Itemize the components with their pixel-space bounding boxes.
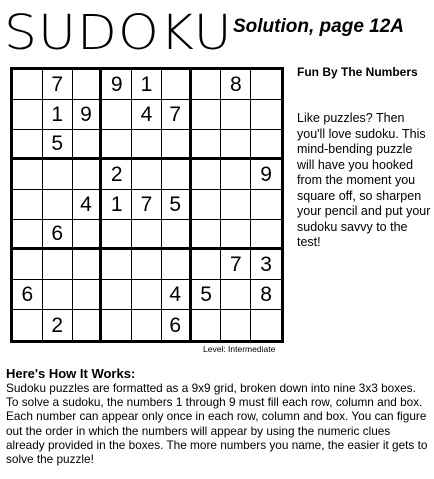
sudoku-cell-r3-c8 bbox=[221, 130, 251, 160]
sudoku-cell-r9-c5 bbox=[132, 310, 162, 340]
sudoku-cell-r8-c1: 6 bbox=[13, 280, 43, 310]
sudoku-cell-r9-c1 bbox=[13, 310, 43, 340]
sudoku-cell-r6-c9 bbox=[251, 220, 281, 250]
sudoku-cell-r1-c1 bbox=[13, 70, 43, 100]
sudoku-cell-r6-c8 bbox=[221, 220, 251, 250]
sudoku-cell-r6-c2: 6 bbox=[43, 220, 73, 250]
sudoku-cell-r7-c6 bbox=[162, 250, 192, 280]
sudoku-cell-r2-c7 bbox=[192, 100, 222, 130]
difficulty-level: Level: Intermediate bbox=[203, 344, 276, 354]
sudoku-cell-r6-c1 bbox=[13, 220, 43, 250]
solution-reference: Solution, page 12A bbox=[233, 16, 405, 37]
sudoku-cell-r7-c8: 7 bbox=[221, 250, 251, 280]
sudoku-cell-r8-c2 bbox=[43, 280, 73, 310]
sudoku-grid bbox=[10, 67, 284, 343]
sudoku-cell-r6-c5 bbox=[132, 220, 162, 250]
sudoku-cell-r4-c8 bbox=[221, 160, 251, 190]
sudoku-cell-r5-c6: 5 bbox=[162, 190, 192, 220]
sudoku-cell-r5-c5: 7 bbox=[132, 190, 162, 220]
sudoku-cell-r4-c5 bbox=[132, 160, 162, 190]
sudoku-cell-r5-c8 bbox=[221, 190, 251, 220]
sudoku-cell-r6-c3 bbox=[73, 220, 103, 250]
sudoku-cell-r2-c2: 1 bbox=[43, 100, 73, 130]
sudoku-cell-r9-c9 bbox=[251, 310, 281, 340]
sudoku-cell-r2-c3: 9 bbox=[73, 100, 103, 130]
sudoku-cell-r5-c3: 4 bbox=[73, 190, 103, 220]
sudoku-cell-r5-c2 bbox=[43, 190, 73, 220]
sudoku-cell-r7-c3 bbox=[73, 250, 103, 280]
sudoku-logo: SUDOKU bbox=[4, 5, 233, 61]
sudoku-cell-r8-c6: 4 bbox=[162, 280, 192, 310]
sudoku-cell-r1-c9 bbox=[251, 70, 281, 100]
sudoku-cell-r3-c5 bbox=[132, 130, 162, 160]
sidebar-title: Fun By The Numbers bbox=[297, 65, 418, 79]
sudoku-cell-r9-c8 bbox=[221, 310, 251, 340]
sudoku-cell-r1-c5: 1 bbox=[132, 70, 162, 100]
sudoku-cell-r9-c6: 6 bbox=[162, 310, 192, 340]
sudoku-cell-r5-c9 bbox=[251, 190, 281, 220]
sudoku-cell-r3-c7 bbox=[192, 130, 222, 160]
sudoku-cell-r2-c1 bbox=[13, 100, 43, 130]
sudoku-cell-r7-c7 bbox=[192, 250, 222, 280]
sudoku-cell-r7-c9: 3 bbox=[251, 250, 281, 280]
sudoku-cell-r8-c4 bbox=[102, 280, 132, 310]
sudoku-cell-r8-c8 bbox=[221, 280, 251, 310]
sudoku-cell-r4-c3 bbox=[73, 160, 103, 190]
sudoku-cell-r7-c1 bbox=[13, 250, 43, 280]
sudoku-cell-r8-c5 bbox=[132, 280, 162, 310]
sudoku-cell-r8-c7: 5 bbox=[192, 280, 222, 310]
sudoku-cell-r4-c4: 2 bbox=[102, 160, 132, 190]
sudoku-cell-r2-c5: 4 bbox=[132, 100, 162, 130]
sudoku-cell-r5-c1 bbox=[13, 190, 43, 220]
sudoku-cell-r3-c9 bbox=[251, 130, 281, 160]
sudoku-cell-r1-c4: 9 bbox=[102, 70, 132, 100]
sudoku-cell-r4-c6 bbox=[162, 160, 192, 190]
sudoku-cell-r3-c1 bbox=[13, 130, 43, 160]
sudoku-cell-r2-c9 bbox=[251, 100, 281, 130]
sudoku-cell-r6-c4 bbox=[102, 220, 132, 250]
sudoku-cell-r7-c4 bbox=[102, 250, 132, 280]
sudoku-cell-r2-c4 bbox=[102, 100, 132, 130]
sudoku-cell-r1-c3 bbox=[73, 70, 103, 100]
sidebar-body: Like puzzles? Then you'll love sudoku. This mind-bending puzzle will have you hooked from the moment you square off, so sharpen your pencil and put your sudoku savvy to the test! bbox=[297, 111, 431, 249]
sudoku-cell-r8-c3 bbox=[73, 280, 103, 310]
sudoku-cell-r7-c2 bbox=[43, 250, 73, 280]
sudoku-cell-r5-c7 bbox=[192, 190, 222, 220]
sudoku-cell-r1-c6 bbox=[162, 70, 192, 100]
sudoku-cell-r5-c4: 1 bbox=[102, 190, 132, 220]
sudoku-cell-r1-c7 bbox=[192, 70, 222, 100]
sudoku-cell-r3-c6 bbox=[162, 130, 192, 160]
sudoku-cell-r9-c3 bbox=[73, 310, 103, 340]
sudoku-cell-r3-c4 bbox=[102, 130, 132, 160]
sudoku-cell-r4-c1 bbox=[13, 160, 43, 190]
sudoku-cell-r2-c6: 7 bbox=[162, 100, 192, 130]
sudoku-cell-r4-c7 bbox=[192, 160, 222, 190]
sudoku-cell-r9-c4 bbox=[102, 310, 132, 340]
sudoku-cell-r7-c5 bbox=[132, 250, 162, 280]
sudoku-cell-r4-c2 bbox=[43, 160, 73, 190]
sudoku-cell-r3-c2: 5 bbox=[43, 130, 73, 160]
sudoku-cell-r3-c3 bbox=[73, 130, 103, 160]
instructions-title: Here's How It Works: bbox=[6, 366, 136, 381]
sudoku-cell-r8-c9: 8 bbox=[251, 280, 281, 310]
sudoku-cell-r1-c8: 8 bbox=[221, 70, 251, 100]
sudoku-cell-r1-c2: 7 bbox=[43, 70, 73, 100]
sudoku-cell-r6-c6 bbox=[162, 220, 192, 250]
sudoku-cell-r9-c2: 2 bbox=[43, 310, 73, 340]
sudoku-cell-r6-c7 bbox=[192, 220, 222, 250]
sudoku-cell-r4-c9: 9 bbox=[251, 160, 281, 190]
sudoku-cell-r2-c8 bbox=[221, 100, 251, 130]
sudoku-cell-r9-c7 bbox=[192, 310, 222, 340]
instructions-body: Sudoku puzzles are formatted as a 9x9 grid, broken down into nine 3x3 boxes. To solve a sudoku, the numbers 1 through 9 must fill each row, column and box. Each number can appear only once in each row, column and box. You can figure out the order in which the numbers will appear by using the numeric clues already provided in the boxes. The more numbers you name, the easier it gets to solve the puzzle! bbox=[6, 381, 428, 467]
